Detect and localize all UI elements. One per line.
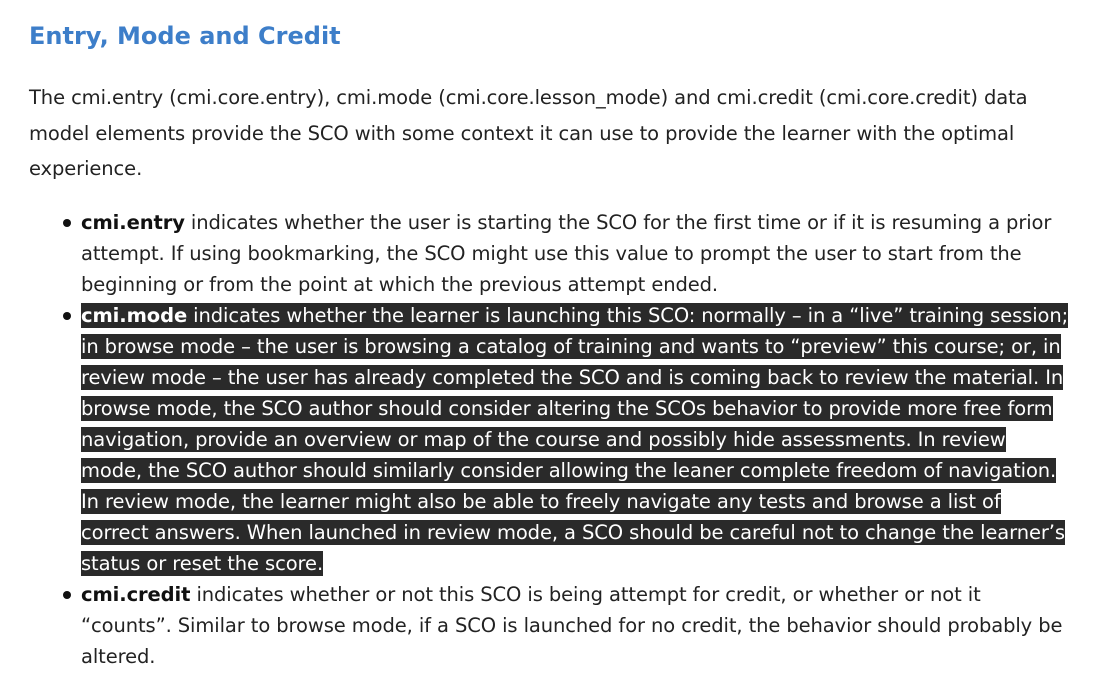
term-cmi-credit: cmi.credit (81, 583, 191, 606)
description-cmi-mode: indicates whether the learner is launching this SCO: normally – in a “live” training session; in browse mode – the user is browsing a catalog of training and wants to “preview” this course; or, in review mode – the user has already completed the SCO and is coming back to review the material. In browse mode, the SCO author should consider altering the SCOs behavior to provide more free form navigation, provide an overview or map of the course and possibly hide assessments. In review mode, the SCO author should similarly consider allowing the leaner complete freedom of navigation. In review mode, the learner might also be able to freely navigate any tests and browse a list of correct answers. When launched in review mode, a SCO should be careful not to change the learner’s status or reset the score. (81, 304, 1069, 575)
list-item-credit (81, 579, 1069, 672)
term-cmi-entry: cmi.entry (81, 211, 185, 234)
description-cmi-credit: indicates whether or not this SCO is being attempt for credit, or whether or not it “counts”. Similar to browse mode, if a SCO is launched for no credit, the behavior should probably be altered. (81, 583, 1063, 668)
bullet-icon (63, 591, 71, 599)
selected-text-highlight[interactable] (81, 303, 1068, 576)
description-cmi-entry: indicates whether the user is starting the SCO for the first time or if it is resuming a prior attempt. If using bookmarking, the SCO might use this value to prompt the user to start from the beginning or from the point at which the previous attempt ended. (81, 211, 1052, 296)
bullet-icon (63, 312, 71, 320)
data-model-list (29, 207, 1069, 672)
section-heading: Entry, Mode and Credit (29, 22, 341, 50)
list-item-entry (81, 207, 1069, 300)
list-item-mode (81, 300, 1069, 579)
intro-paragraph: The cmi.entry (cmi.core.entry), cmi.mode (cmi.core.lesson_mode) and cmi.credit (cmi.core.credit) data model elements provide the SCO with some context it can use to provide the learner with the optimal experience. (29, 86, 1028, 180)
bullet-icon (63, 219, 71, 227)
term-cmi-mode: cmi.mode (81, 304, 188, 327)
